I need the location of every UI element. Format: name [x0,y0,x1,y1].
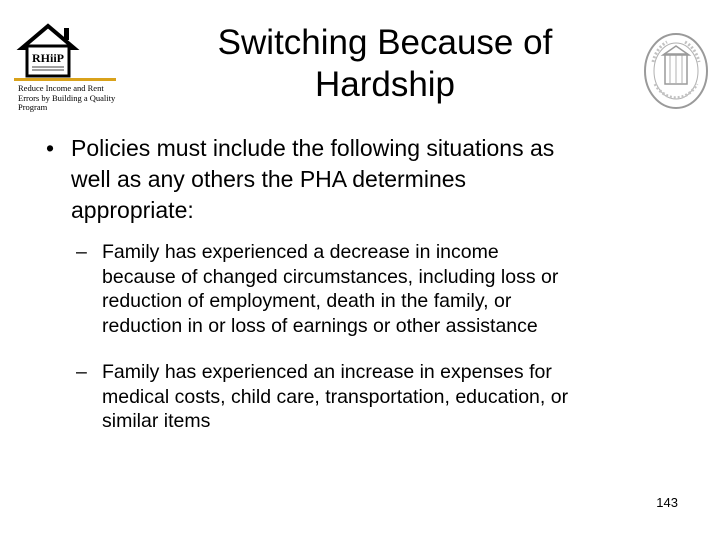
logo-rule [14,78,116,81]
logo-caption-line: Program [18,102,48,112]
sub-bullet-text [102,240,692,338]
bullet-line: Policies must include the following situations as [71,135,555,161]
dash-marker: – [76,361,87,383]
house-icon [16,22,80,82]
sub-bullet-line: reduction in or loss of earnings or other assistance [102,314,538,337]
seal-icon [643,32,709,110]
dash-marker: – [76,241,87,263]
bullet-marker: • [46,135,55,161]
sub-bullet-text [102,360,692,434]
logo-wordmark: RHiiP [32,51,64,65]
logo-caption-line: Errors by Building a Quality [18,92,116,103]
bullet-line: appropriate: [71,197,194,223]
rhiip-logo [14,22,124,112]
page-number: 143 [656,495,678,510]
hud-seal [643,32,709,110]
sub-bullet-line: Family has experienced a decrease in income [102,241,499,263]
title-line: Hardship [314,65,456,104]
slide-title [150,22,620,106]
sub-bullet-line: similar items [102,410,211,432]
logo-caption-line: Reduce Income and Rent [18,83,104,93]
bullet-text [71,133,691,226]
sub-bullet-line: Family has experienced an increase in expenses for [102,361,552,383]
sub-bullet-line: medical costs, child care, transportation, education, or [102,385,569,408]
bullet-line: well as any others the PHA determines [71,166,467,192]
logo-caption [18,84,136,113]
sub-bullet-line: reduction of employment, death in the family, or [102,290,512,312]
sub-bullet-line: because of changed circumstances, including loss or [102,265,559,288]
title-line: Switching Because of [217,23,553,62]
